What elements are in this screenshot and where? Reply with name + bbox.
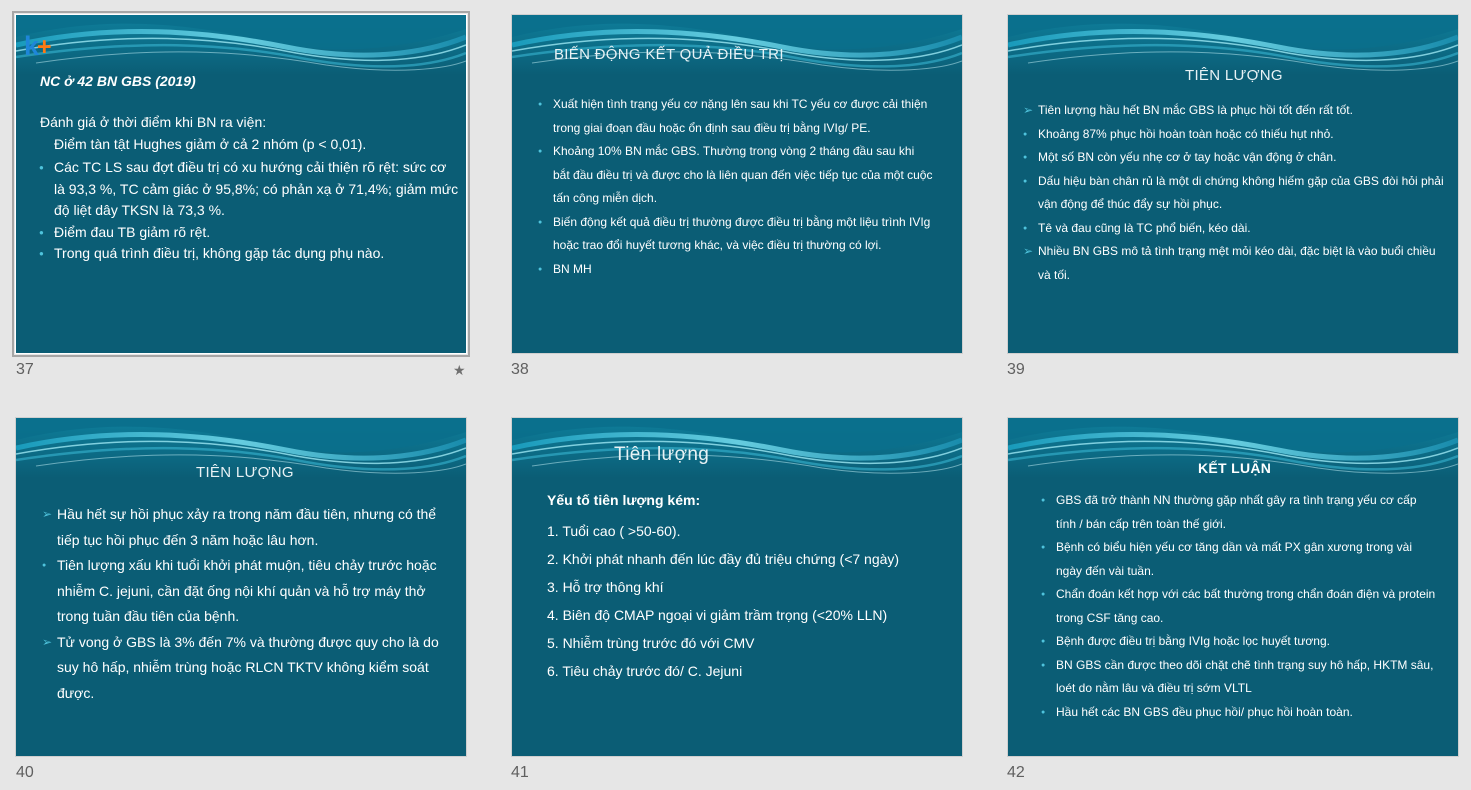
slide-intro-line: Đánh giá ở thời điểm khi BN ra viện: (40, 114, 267, 130)
list-item: 6. Tiêu chảy trước đó/ C. Jejuni (547, 663, 743, 679)
list-item: ● Một số BN còn yếu nhẹ cơ ở tay hoặc vận động ở chân. (1023, 146, 1448, 170)
dot-icon: ● (538, 101, 543, 108)
list-item: ➢ Tiên lượng hầu hết BN mắc GBS là phục hồi tốt đến rất tốt. (1023, 99, 1448, 123)
slide-subheading: Yếu tố tiên lượng kém: (547, 492, 701, 508)
list-item: ● GBS đã trở thành NN thường gặp nhất gây ra tình trạng yếu cơ cấp tính / bán cấp trên toàn thế giới. (1041, 489, 1436, 536)
kplus-logo: k+ (24, 31, 52, 61)
numbered-list (547, 517, 899, 685)
slide-heading: NC ở 42 BN GBS (2019) (40, 73, 196, 89)
slide-thumbnail-41[interactable] (511, 417, 963, 757)
dot-icon: ● (1023, 154, 1028, 161)
bullet-list (39, 157, 459, 265)
list-item: ● Tê và đau cũng là TC phổ biến, kéo dài. (1023, 217, 1448, 241)
wave-decoration (512, 15, 962, 75)
slide-title: BIẾN ĐỘNG KẾT QUẢ ĐIỀU TRỊ (554, 46, 784, 63)
dot-icon: ● (39, 227, 44, 237)
slide-title: KẾT LUẬN (1198, 460, 1272, 476)
slide-title: Tiên lượng (614, 444, 710, 465)
slide-thumbnail-39[interactable] (1007, 14, 1459, 354)
slide-number: 41 (511, 764, 529, 781)
list-item: 1. Tuổi cao ( >50-60). (547, 523, 681, 539)
list-item: ● Biến động kết quả điều trị thường được điều trị bằng một liệu trình IVIg hoặc trao đổi huyết tương khác, và việc điều trị thường có lợi. (538, 211, 934, 258)
slide-number: 39 (1007, 361, 1025, 378)
arrow-icon: ➢ (42, 507, 53, 521)
list-item: 2. Khởi phát nhanh đến lúc đầy đủ triệu chứng (<7 ngày) (547, 551, 900, 567)
bullet-list (42, 502, 447, 706)
list-item: ● Bệnh được điều trị bằng IVIg hoặc lọc huyết tương. (1041, 630, 1436, 654)
dot-icon: ● (1041, 544, 1046, 551)
slide-number: 37 (16, 361, 34, 378)
list-item: ● Khoảng 87% phục hồi hoàn toàn hoặc có thiếu hụt nhỏ. (1023, 123, 1448, 147)
list-item: ● Xuất hiện tình trạng yếu cơ nặng lên sau khi TC yếu cơ được cải thiện trong giai đoạn đầu hoặc ổn định sau điều trị bằng IVIg/ PE. (538, 93, 934, 140)
list-item: ➢ Hầu hết sự hồi phục xảy ra trong năm đầu tiên, nhưng có thể tiếp tục hồi phục đến 3 năm hoặc lâu hơn. (42, 502, 447, 553)
list-item: ● BN GBS cần được theo dõi chặt chẽ tình trạng suy hô hấp, HKTM sâu, loét do nằm lâu và điều trị sớm VLTL (1041, 654, 1436, 701)
slide-title: TIÊN LƯỢNG (196, 464, 294, 481)
dot-icon: ● (1023, 177, 1028, 185)
slide-41-canvas (511, 417, 963, 757)
list-item: ● Khoảng 10% BN mắc GBS. Thường trong vòng 2 tháng đầu sau khi bắt đầu điều trị và được cho là liên quan đến việc tiếp tục của một cuộc tấn công miễn dịch. (538, 140, 934, 211)
arrow-icon: ➢ (1023, 244, 1034, 258)
slide-38-canvas (511, 14, 963, 354)
slide-thumbnail-38[interactable] (511, 14, 963, 354)
dot-icon: ● (1041, 638, 1046, 645)
slide-number: 38 (511, 361, 529, 378)
list-item: ➢ Tử vong ở GBS là 3% đến 7% và thường được quy cho là do suy hô hấp, nhiễm trùng hoặc RLCN TKTV không kiểm soát được. (42, 630, 447, 707)
dot-icon: ● (538, 148, 543, 155)
list-item: ● Bệnh có biểu hiện yếu cơ tăng dần và mất PX gân xương trong vài ngày đến vài tuần. (1041, 536, 1436, 583)
list-item: 3. Hỗ trợ thông khí (547, 579, 664, 595)
bullet-list (538, 93, 934, 281)
list-item: 5. Nhiễm trùng trước đó với CMV (547, 635, 755, 651)
slide-40-canvas (15, 417, 467, 757)
list-item: ● Các TC LS sau đợt điều trị có xu hướng cải thiện rõ rệt: sức cơ là 93,3 %, TC cảm giác ở 95,8%; có phản xạ ở 71,4%; giảm mức độ liệt dây TKSN là 73,3 %. (39, 159, 459, 218)
dot-icon: ● (39, 163, 44, 172)
slide-42-canvas (1007, 417, 1459, 757)
slide-thumbnail-37[interactable] (15, 14, 467, 354)
bullet-list (1023, 99, 1448, 287)
dot-icon: ● (1023, 224, 1028, 232)
dot-icon: ● (1041, 497, 1046, 504)
dot-icon: ● (538, 265, 543, 273)
dot-icon: ● (1041, 708, 1046, 716)
slide-thumbnail-40[interactable] (15, 417, 467, 757)
wave-decoration (512, 418, 962, 478)
list-item: ● Hầu hết các BN GBS đều phục hồi/ phục hồi hoàn toàn. (1041, 701, 1436, 725)
arrow-icon: ➢ (42, 634, 53, 649)
wave-decoration (1008, 15, 1458, 75)
arrow-icon: ➢ (1023, 103, 1034, 117)
list-item: ● Trong quá trình điều trị, không gặp tác dụng phụ nào. (39, 243, 459, 265)
slide-37-canvas (15, 14, 467, 354)
list-item: ● Điểm đau TB giảm rõ rệt. (39, 222, 459, 244)
list-item: 4. Biên độ CMAP ngoại vi giảm trầm trọng (<20% LLN) (547, 607, 888, 623)
list-item: ● BN MH (538, 258, 934, 282)
slide-39-canvas (1007, 14, 1459, 354)
slide-number: 40 (16, 764, 34, 781)
slide-number: 42 (1007, 764, 1025, 781)
wave-decoration (16, 15, 466, 75)
list-item: ● Chẩn đoán kết hợp với các bất thường trong chẩn đoán điện và protein trong CSF tăng cao. (1041, 583, 1436, 630)
list-item: ● Tiên lượng xấu khi tuổi khởi phát muộn, tiêu chảy trước hoặc nhiễm C. jejuni, cần đặt ống nội khí quản và hỗ trợ máy thở trong tuần đầu tiên của bệnh. (42, 553, 447, 630)
slide-thumbnail-42[interactable] (1007, 417, 1459, 757)
dot-icon: ● (42, 562, 47, 569)
dot-icon: ● (538, 218, 543, 226)
bullet-list (1041, 489, 1436, 724)
dot-icon: ● (39, 249, 44, 258)
list-item: ➢ Nhiều BN GBS mô tả tình trạng mệt mỏi kéo dài, đặc biệt là vào buổi chiều và tối. (1023, 240, 1448, 287)
dot-icon: ● (1023, 130, 1028, 138)
list-item: ● Dấu hiệu bàn chân rủ là một di chứng không hiếm gặp của GBS đòi hỏi phải vận động để thúc đẩy sự hồi phục. (1023, 170, 1448, 217)
dot-icon: ● (1041, 661, 1046, 669)
slide-title: TIÊN LƯỢNG (1185, 67, 1283, 84)
dot-icon: ● (1041, 591, 1046, 598)
animation-star-icon[interactable]: ★ (453, 362, 466, 378)
slide-intro-line: Điểm tàn tật Hughes giảm ở cả 2 nhóm (p < 0,01). (54, 136, 367, 152)
